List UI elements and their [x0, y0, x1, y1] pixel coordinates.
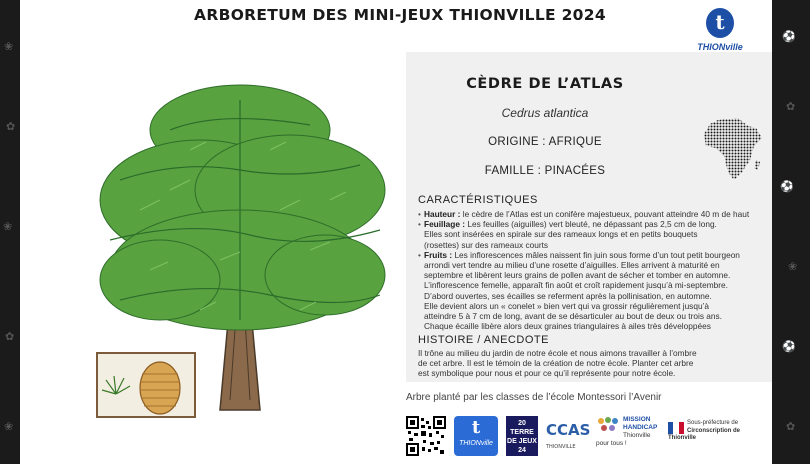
history-heading: HISTOIRE / ANECDOTE	[418, 334, 549, 346]
feuillage-label: Feuillage :	[424, 219, 466, 230]
fruits-line-2: arrondi vert tendre au milieu d’une rosette d’aiguilles. Elles arrivent à maturité en	[424, 260, 720, 271]
page-title: ARBORETUM DES MINI-JEUX THIONVILLE 2024	[194, 6, 606, 24]
history-line-2: de cet arbre. Il est le témoin de la création de notre école. Planter cet arbre	[418, 358, 694, 369]
mission-line-4: pour tous !	[596, 440, 627, 447]
mission-line-2: HANDICAP	[623, 424, 658, 431]
planted-by-credit: Arbre planté par les classes de l’école Montessori l’Avenir	[406, 392, 662, 403]
feuillage-line-3: (rosettes) sur des rameaux courts	[424, 239, 549, 250]
fruits-line-4: L’inflorescence femelle, apparaît fin août et croît rapidement jusqu’à mi-septembre.	[424, 280, 728, 291]
thionville-mark-icon: t	[471, 417, 481, 438]
fruits-line-7: atteindre 5 à 7 cm de long, avant de se désarticuler au bout de deux ou trois ans.	[424, 311, 722, 322]
qr-code-icon[interactable]	[406, 416, 446, 456]
hauteur-label: Hauteur :	[424, 209, 461, 219]
fruits-line-6: Elle devient alors un « conelet » bien vert qui va grossir régulièrement jusqu’à	[424, 300, 710, 311]
feuillage-line-1: Les feuilles (aiguilles) vert bleuté, ne dépassant pas 2,5 cm de long.	[467, 219, 717, 230]
thionville-logo	[454, 416, 498, 456]
fruits-line-1: Les inflorescences mâles naissent fin juin sous forme d’un tout petit bourgeon	[454, 249, 740, 260]
cone-drawing	[98, 354, 194, 416]
history-line-1: Il trône au milieu du jardin de notre école et nous aimons travailler à l’ombre	[418, 348, 697, 358]
thionville-logo-word: THIONville	[459, 440, 493, 447]
french-flag-icon	[668, 422, 684, 434]
tree-family: FAMILLE : PINACÉES	[484, 165, 606, 177]
mission-handicap-logo	[596, 416, 660, 456]
right-decorative-border: ⚽ ✿ ⚽ ❀ ⚽ ✿	[772, 0, 810, 464]
ccas-logo-sub: THIONVILLE	[546, 444, 576, 450]
tree-common-name: CÈDRE DE L’ATLAS	[466, 76, 624, 92]
partner-logos	[406, 412, 772, 464]
logo-word: THIONville	[697, 42, 743, 52]
tree-latin-name: Cedrus atlantica	[501, 106, 589, 120]
fruits-line-8: Chaque écaille libère alors deux graines triangulaires à ailes très développées	[424, 321, 711, 332]
fruits-label: Fruits :	[424, 249, 453, 260]
tree-origin: ORIGINE : AFRIQUE	[488, 136, 602, 148]
tree-info-panel	[406, 52, 772, 382]
feuillage-line-2: Elles sont insérées en spirale sur des rameaux longs et en petits bouquets	[424, 229, 698, 240]
africa-map-icon	[704, 116, 764, 182]
hauteur-text: le cèdre de l’Atlas est un conifère majestueux, pouvant atteindre 40 m de haut	[462, 209, 750, 219]
logo-mark-icon: t	[706, 8, 734, 38]
characteristics-text: • Hauteur : le cèdre de l’Atlas est un conifère majestueux, pouvant atteindre 40 m de haut • Feuillage : Les feuilles (aiguilles) vert bleuté, ne dépassant pas 2,5 cm de long. Elles sont insérées en spirale sur des rameaux longs et en petits bouquets (rosettes) sur des rameaux courts • Fruits : Les inflorescences mâles naissent fin juin sous forme d’un tout petit bourgeon arrondi vert tendre au milieu d’une rosette d’aiguilles. Elles arrivent à maturité en septembre et libèrent leurs grains de pollen avant de sécher et tomber en automne. L’inflorescence femelle, apparaît fin août et croît rapidement jusqu’à mi-septembre. D’abord ouvertes, ses écailles se referment après la pollinisation, en automne. Elle devient alors un « conelet » bien vert qui va grossir régulièrement jusqu’à atteindre 5 à 7 cm de long, avant de se désarticuler au bout de deux ou trois ans. Chaque écaille libère alors deux graines triangulaires à ailes très développées	[418, 209, 768, 331]
fruits-line-5: D’abord ouvertes, ses écailles se referment après la pollinisation, en automne.	[424, 290, 712, 301]
ccas-logo	[546, 416, 592, 456]
history-line-3: est symbolique pour nous et pour ce qu’il représente pour notre école.	[418, 368, 676, 379]
mission-line-3: Thionville	[623, 432, 651, 439]
prefecture-line-1: Sous-préfecture de	[687, 420, 739, 426]
fruits-line-3: septembre et libèrent leurs grains de pollen avant de sécher et tomber en automne.	[424, 270, 731, 281]
arboretum-panel	[20, 0, 772, 464]
cone-illustration	[96, 352, 196, 418]
terre-de-jeux-logo: 20 TERRE DE JEUX 24	[506, 416, 538, 456]
left-decorative-border: ❀ ✿ ❀ ✿ ❀	[0, 0, 20, 464]
people-icon	[596, 416, 620, 436]
history-text	[418, 348, 768, 379]
prefecture-logo	[668, 416, 754, 456]
mission-line-1: MISSION	[623, 416, 651, 423]
prefecture-line-2: Circonscription de Thionville	[668, 427, 741, 441]
characteristics-heading: CARACTÉRISTIQUES	[418, 194, 538, 206]
ccas-logo-text: CCAS	[546, 421, 591, 439]
